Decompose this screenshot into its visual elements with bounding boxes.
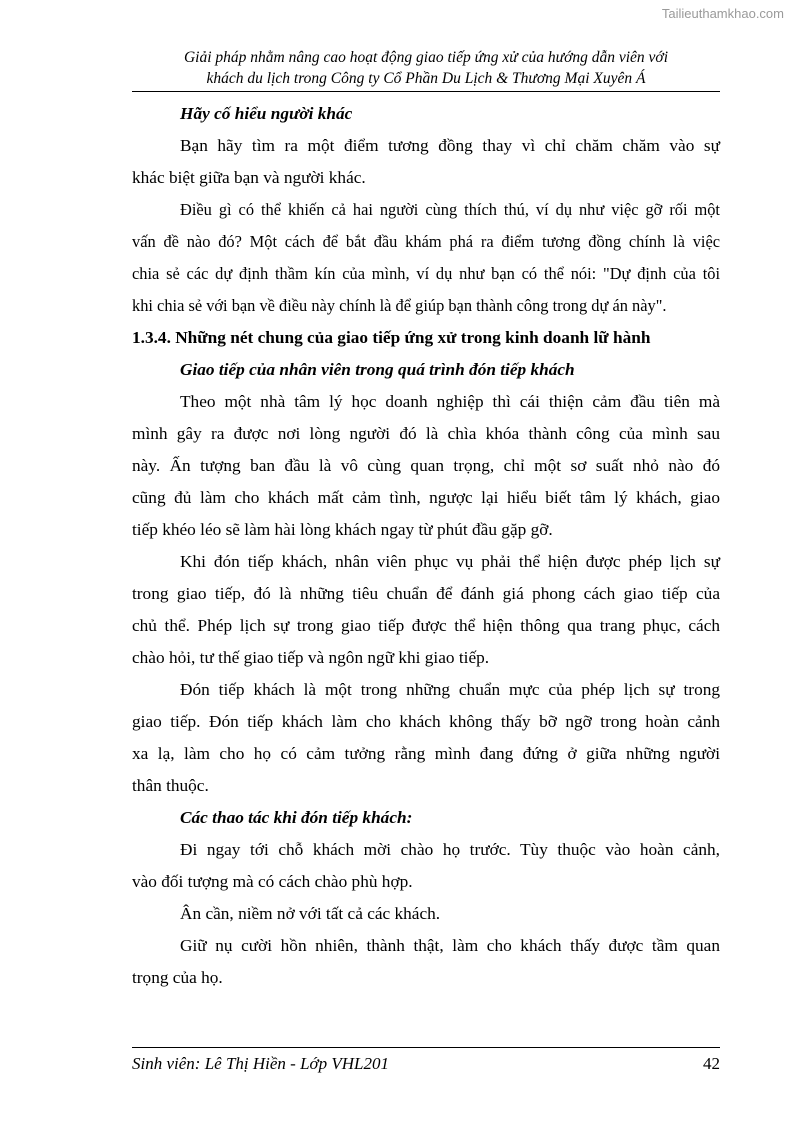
running-header	[132, 47, 720, 89]
paragraph-line: này. Ấn tượng ban đầu là vô cùng quan trọng, chỉ một sơ suất nhỏ nào đó	[132, 456, 720, 475]
paragraph-line: trọng của họ.	[132, 968, 223, 987]
page-number: 42	[703, 1054, 720, 1073]
paragraph-line: Khi đón tiếp khách, nhân viên phục vụ phải thể hiện được phép lịch sự	[180, 552, 720, 571]
footer-rule	[132, 1047, 720, 1048]
heading-understand-others: Hãy cố hiểu người khác	[180, 104, 353, 123]
paragraph-line: khi chia sẻ với bạn về điều này chính là để giúp bạn thành công trong dự án này".	[132, 296, 667, 315]
paragraph-line: vấn đề nào đó? Một cách để bắt đầu khám phá ra điểm tương đồng chính là việc	[132, 232, 720, 251]
section-heading: 1.3.4. Những nét chung của giao tiếp ứng xử trong kinh doanh lữ hành	[132, 328, 651, 347]
header-rule	[132, 91, 720, 92]
paragraph-line: Theo một nhà tâm lý học doanh nghiệp thì cái thiện cảm đầu tiên mà	[180, 392, 720, 411]
watermark: Tailieuthamkhao.com	[661, 6, 784, 21]
page-body	[132, 98, 720, 994]
header-line-1: Giải pháp nhằm nâng cao hoạt động giao tiếp ứng xử của hướng dẫn viên với	[183, 49, 669, 66]
paragraph-line: mình gây ra được nơi lòng người đó là chìa khóa thành công của mình sau	[132, 424, 720, 443]
paragraph-line: chủ thể. Phép lịch sự trong giao tiếp được thể hiện thông qua trang phục, cách	[132, 616, 720, 635]
paragraph-line: cũng đủ làm cho khách mất cảm tình, ngược lại hiểu biết tâm lý khách, giao	[132, 488, 720, 507]
paragraph-line: Đón tiếp khách là một trong những chuẩn mực của phép lịch sự trong	[180, 680, 720, 699]
paragraph-line: Điều gì có thể khiến cả hai người cùng thích thú, ví dụ như việc gỡ rối một	[180, 200, 720, 219]
paragraph-line: khác biệt giữa bạn và người khác.	[132, 168, 366, 187]
paragraph-line: chia sẻ các dự định thầm kín của mình, ví dụ như bạn có thể nói: "Dự định của tôi	[132, 264, 720, 283]
subheading-reception: Giao tiếp của nhân viên trong quá trình đón tiếp khách	[180, 360, 575, 379]
paragraph-line: xa lạ, làm cho họ có cảm tưởng rằng mình đang đứng ở giữa những người	[132, 744, 720, 763]
paragraph-line: thân thuộc.	[132, 776, 209, 795]
paragraph-line: Đi ngay tới chỗ khách mời chào họ trước. Tùy thuộc vào hoàn cảnh,	[180, 840, 720, 859]
paragraph-line: trong giao tiếp, đó là những tiêu chuẩn để đánh giá phong cách giao tiếp của	[132, 584, 720, 603]
paragraph-line: Ân cần, niềm nở với tất cả các khách.	[180, 904, 441, 923]
subheading-reception-steps: Các thao tác khi đón tiếp khách:	[180, 808, 413, 827]
paragraph-line: tiếp khéo léo sẽ làm hài lòng khách ngay từ phút đầu gặp gỡ.	[132, 520, 553, 539]
footer-student: Sinh viên: Lê Thị Hiền - Lớp VHL201	[132, 1054, 389, 1073]
paragraph-line: Bạn hãy tìm ra một điểm tương đồng thay vì chỉ chăm chăm vào sự	[180, 136, 720, 155]
header-line-2: khách du lịch trong Công ty Cổ Phần Du Lịch & Thương Mại Xuyên Á	[206, 70, 646, 87]
paragraph-line: Giữ nụ cười hồn nhiên, thành thật, làm cho khách thấy được tầm quan	[180, 936, 720, 955]
paragraph-line: giao tiếp. Đón tiếp khách làm cho khách không thấy bỡ ngỡ trong hoàn cảnh	[132, 712, 720, 731]
paragraph-line: chào hỏi, tư thế giao tiếp và ngôn ngữ khi giao tiếp.	[132, 648, 490, 667]
paragraph-line: vào đối tượng mà có cách chào phù hợp.	[132, 872, 413, 891]
